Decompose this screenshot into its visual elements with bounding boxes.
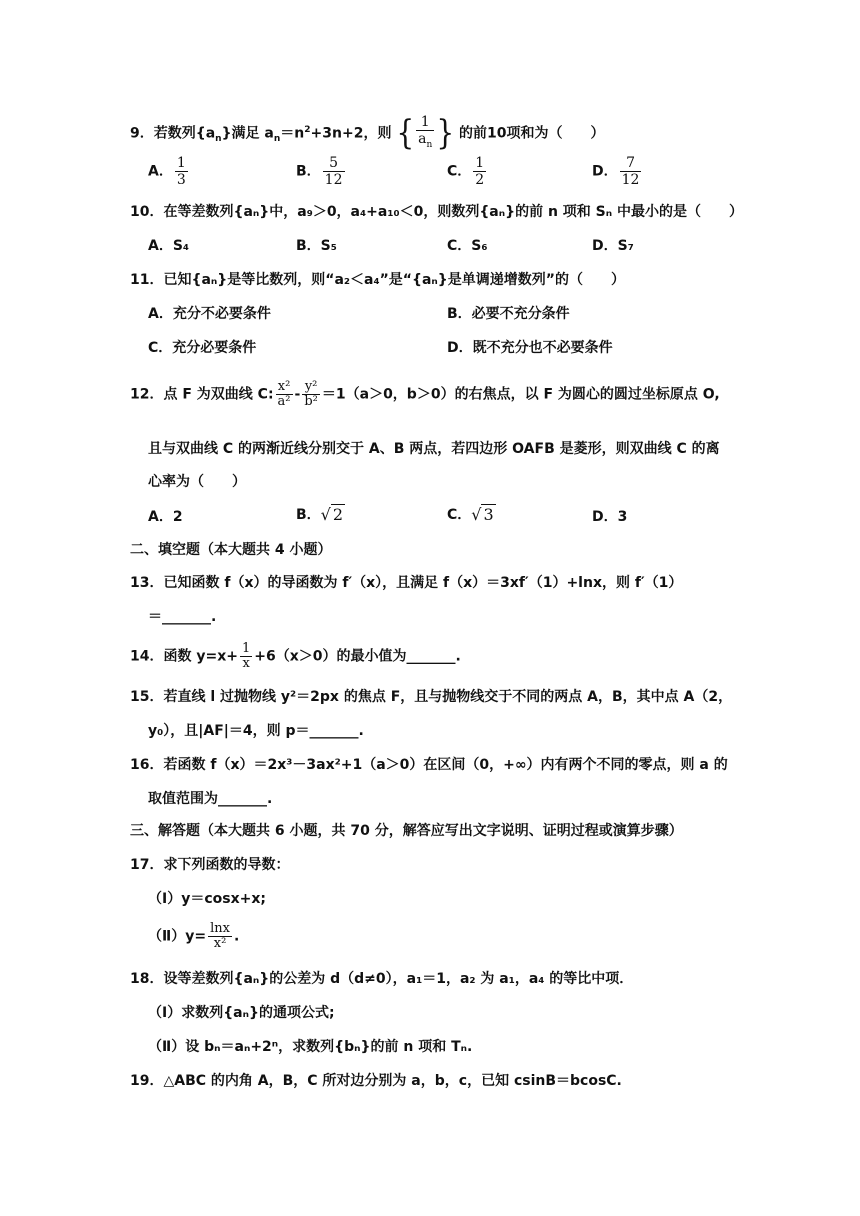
q9-frac-num: 1 [416, 114, 434, 131]
question-12-line1: 12．点 F 为双曲线 C: $\frac{\text{x²}}{\text{a²}}$ - $\frac{\text{y²}}{\text{b²}}$ ＝1（a＞0，b＞0）的右焦点，以 F 为圆心的圆过坐标原点 O, [130, 379, 720, 409]
q9-right-brace: } [436, 113, 455, 153]
q10-option-a: A．S₄ [148, 238, 190, 254]
q9-sub-n2: n [273, 134, 281, 145]
q9-sub-n: n [215, 134, 222, 145]
question-13-line1: 13．已知函数 f（x）的导函数为 f′（x），且满足 f（x）＝3xf′（1）+lnx，则 f′（1） [130, 575, 683, 591]
question-19: 19．△ABC 的内角 A，B，C 所对边分别为 a，b，c，已知 csinB＝bcosC. [130, 1073, 622, 1089]
section-2-heading: 二、填空题（本大题共 4 小题） [130, 542, 332, 558]
q9-fraction [416, 114, 434, 153]
q9-rest: +3n+2，则 [310, 125, 392, 142]
q10-option-d: D．S₇ [592, 238, 634, 254]
question-18-part2: （Ⅱ）设 bₙ＝aₙ+2ⁿ，求数列{bₙ}的前 n 项和 Tₙ. [148, 1039, 473, 1055]
question-16-line1: 16．若函数 f（x）＝2x³－3ax²+1（a＞0）在区间（0，+∞）内有两个不同的零点，则 a 的 [130, 757, 728, 773]
question-14: 14．函数 y=x+ $\frac{1}{x}$ +6（x＞0）的最小值为_______. [130, 641, 461, 671]
q12-fraction-y: $\frac{\text{y²}}{\text{b²}}$ [304, 379, 318, 409]
q9-option-c: C． $\frac{1}{2}$ [447, 155, 485, 188]
q11-option-d: D．既不充分也不必要条件 [447, 340, 613, 356]
question-10: 10．在等差数列{aₙ}中，a₉＞0，a₄+a₁₀＜0，则数列{aₙ}的前 n 项和 Sₙ 中最小的是（ ） [130, 204, 744, 220]
question-15-line1: 15．若直线 l 过抛物线 y²＝2px 的焦点 F，且与抛物线交于不同的两点 A，B，其中点 A（2， [130, 689, 733, 705]
q11-option-c: C．充分必要条件 [148, 340, 257, 356]
question-12-line3: 心率为（ ） [148, 474, 246, 490]
question-9 [130, 114, 605, 153]
q12-option-b: B．√ 2 [296, 505, 344, 524]
q9-lead: 9．若数列{a [130, 125, 216, 142]
q9-mid: }满足 a [221, 125, 274, 142]
q9-frac-den: $a_n$ [418, 131, 433, 150]
q9-option-d: D． $\frac{7}{12}$ [592, 155, 640, 188]
q10-option-c: C．S₆ [447, 238, 488, 254]
q11-option-b: B．必要不充分条件 [447, 306, 570, 322]
q9-left-brace: { [396, 113, 415, 153]
question-15-line2: y₀），且|AF|＝4，则 p＝_______. [148, 723, 364, 739]
q17-fraction: $\frac{\ln x}{\text{x²}}$ [210, 921, 230, 951]
q9-sup2: 2 [304, 124, 311, 135]
q9-eq: ＝n [280, 125, 305, 142]
q12-option-c: C．√ 3 [447, 505, 494, 524]
question-17-part1: （Ⅰ）y＝cosx+x; [148, 891, 266, 907]
q10-option-b: B．S₅ [296, 238, 337, 254]
section-3-heading: 三、解答题（本大题共 6 小题，共 70 分，解答应写出文字说明、证明过程或演算步骤） [130, 823, 683, 839]
q9-tail: 的前10项和为（ ） [459, 125, 605, 142]
q12-option-d: D．3 [592, 509, 628, 525]
question-17-part2: （Ⅱ）y= $\frac{\ln x}{\text{x²}}$ . [148, 921, 240, 951]
question-16-line2: 取值范围为_______. [148, 791, 273, 807]
question-11: 11．已知{aₙ}是等比数列，则“a₂＜a₄”是“{aₙ}是单调递增数列”的（ ） [130, 272, 625, 288]
q12-fraction-x: $\frac{\text{x²}}{\text{a²}}$ [277, 379, 291, 409]
q9-option-b: B． $\frac{5}{12}$ [296, 155, 343, 188]
question-18-title: 18．设等差数列{aₙ}的公差为 d（d≠0），a₁＝1，a₂ 为 a₁，a₄ 的等比中项． [130, 971, 634, 987]
q11-option-a: A．充分不必要条件 [148, 306, 271, 322]
question-13-line2: ＝_______. [148, 609, 217, 625]
question-18-part1: （Ⅰ）求数列{aₙ}的通项公式; [148, 1005, 335, 1021]
q12-option-a: A．2 [148, 509, 183, 525]
question-12-line2: 且与双曲线 C 的两渐近线分别交于 A、B 两点，若四边形 OAFB 是菱形，则双曲线 C 的离 [148, 441, 720, 457]
q9-option-a: A． $\frac{1}{3}$ [148, 155, 186, 188]
q14-fraction: $\frac{1}{x}$ [241, 641, 251, 671]
question-17-title: 17．求下列函数的导数： [130, 857, 290, 873]
